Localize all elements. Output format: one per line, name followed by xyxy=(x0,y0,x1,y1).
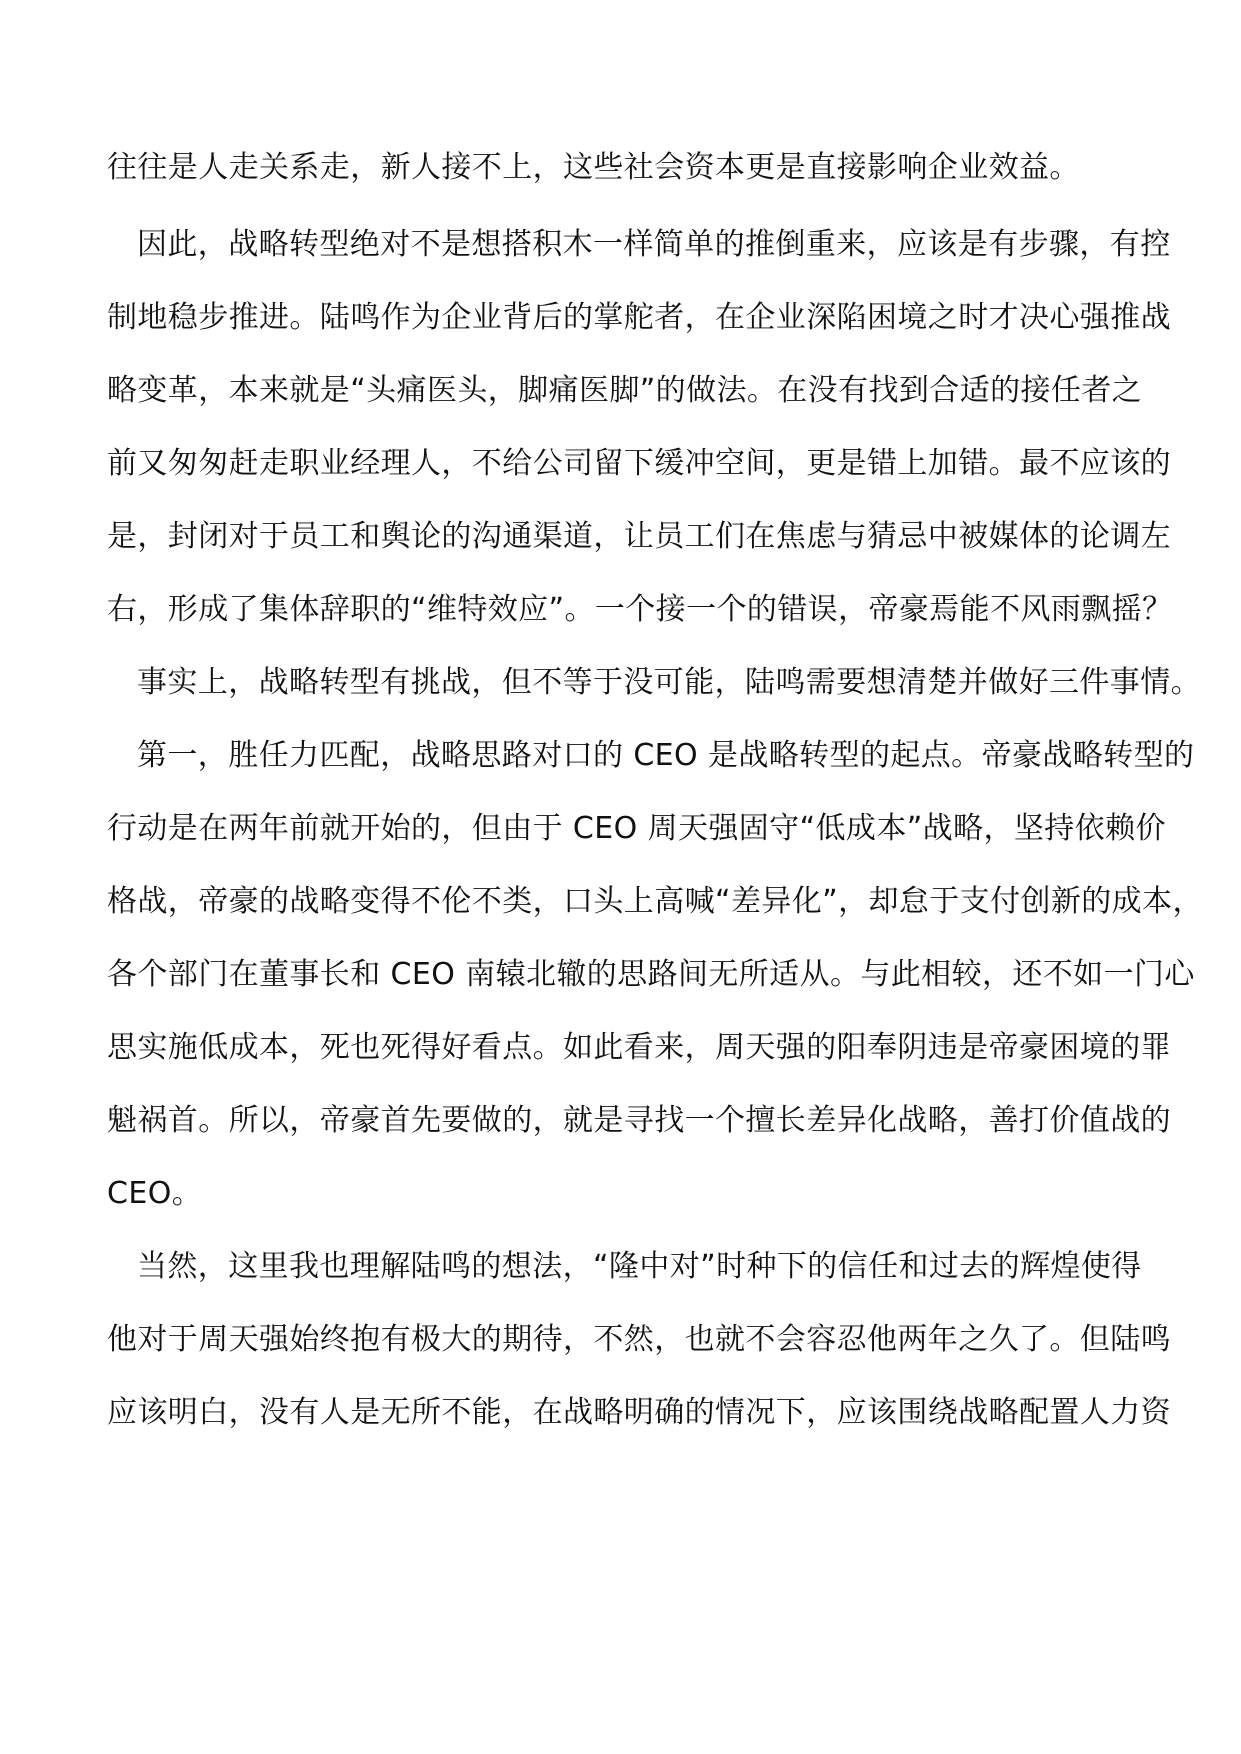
text-line: 思实施低成本，死也死得好看点。如此看来，周天强的阳奉阴违是帝豪困境的罪 xyxy=(107,1030,1171,1065)
text-line: 略变革，本来就是“头痛医头，脚痛医脚”的做法。在没有找到合适的接任者之 xyxy=(107,373,1143,408)
text-line: CEO。 xyxy=(107,1176,203,1211)
text-line: 魁祸首。所以，帝豪首先要做的，就是寻找一个擅长差异化战略，善打价值战的 xyxy=(107,1103,1171,1138)
text-line: 前又匆匆赶走职业经理人，不给公司留下缓冲空间，更是错上加错。最不应该的 xyxy=(107,446,1171,481)
text-line: 各个部门在董事长和 CEO 南辕北辙的思路间无所适从。与此相较，还不如一门心 xyxy=(107,957,1195,992)
paragraph-first-line: 第一，胜任力匹配，战略思路对口的 CEO 是战略转型的起点。帝豪战略转型的 xyxy=(137,738,1195,773)
paragraph-first-line: 事实上，战略转型有挑战，但不等于没可能，陆鸣需要想清楚并做好三件事情。 xyxy=(137,665,1201,700)
text-line: 格战，帝豪的战略变得不伦不类，口头上高喊“差异化”，却怠于支付创新的成本， xyxy=(107,884,1203,919)
paragraph-first-line: 当然，这里我也理解陆鸣的想法，“隆中对”时种下的信任和过去的辉煌使得 xyxy=(137,1249,1142,1284)
paragraph-first-line: 因此，战略转型绝对不是想搭积木一样简单的推倒重来，应该是有步骤，有控 xyxy=(137,227,1171,262)
text-line: 应该明白，没有人是无所不能，在战略明确的情况下，应该围绕战略配置人力资 xyxy=(107,1395,1171,1430)
text-line: 行动是在两年前就开始的，但由于 CEO 周天强固守“低成本”战略，坚持依赖价 xyxy=(107,811,1166,846)
text-line: 是，封闭对于员工和舆论的沟通渠道，让员工们在焦虑与猜忌中被媒体的论调左 xyxy=(107,519,1171,554)
text-line: 往往是人走关系走，新人接不上，这些社会资本更是直接影响企业效益。 xyxy=(107,150,1080,185)
text-line: 他对于周天强始终抱有极大的期待，不然，也就不会容忍他两年之久了。但陆鸣 xyxy=(107,1322,1171,1357)
text-line: 右，形成了集体辞职的“维特效应”。一个接一个的错误，帝豪焉能不风雨飘摇？ xyxy=(107,592,1173,627)
text-line: 制地稳步推进。陆鸣作为企业背后的掌舵者，在企业深陷困境之时才决心强推战 xyxy=(107,300,1171,335)
